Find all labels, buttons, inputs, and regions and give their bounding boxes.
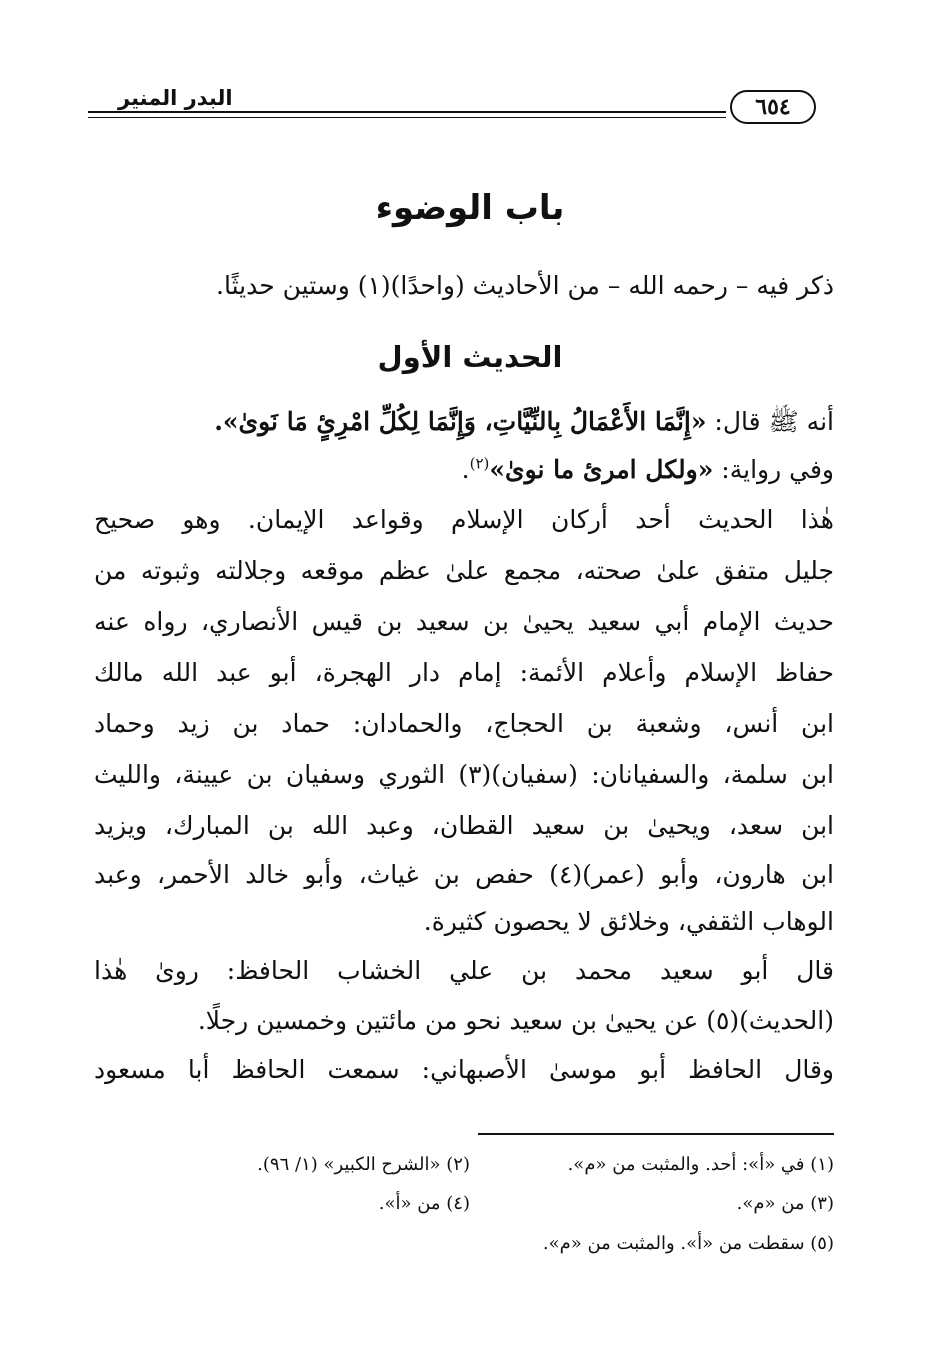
hadith-text: «إِنَّمَا الأَعْمَالُ بِالنِّيَّاتِ، وَإِنَّمَا لِكُلِّ امْرِئٍ مَا نَوىٰ». — [214, 407, 707, 436]
hadith-line — [94, 404, 834, 440]
header-rule — [88, 111, 106, 113]
header-rule — [88, 111, 726, 113]
footnote: (٢) «الشرح الكبير» (١/ ٩٦). — [257, 1154, 470, 1175]
page-number: ٦٥٤ — [730, 90, 816, 124]
body-line: ابن أنس، وشعبة بن الحجاج، والحمادان: حماد بن زيد وحماد — [94, 709, 834, 738]
variant-line — [94, 452, 834, 488]
footnote: (٤) من «أ». — [378, 1193, 470, 1214]
running-title: البدر المنير — [118, 86, 233, 110]
paragraph-line: وقال الحافظ أبو موسىٰ الأصبهاني: سمعت الحافظ أبا مسعود — [94, 1055, 834, 1084]
footnote-ref: (٢) — [469, 454, 490, 473]
footnote: (١) في «أ»: أحد. والمثبت من «م». — [567, 1154, 834, 1175]
body-line: جليل متفق علىٰ صحته، مجمع علىٰ عظم موقعه وجلالته وثبوته من — [94, 556, 834, 585]
body-line: الوهاب الثقفي، وخلائق لا يحصون كثيرة. — [423, 907, 834, 936]
variant-end: . — [461, 455, 470, 484]
body-line: حديث الإمام أبي سعيد يحيىٰ بن سعيد بن قيس الأنصاري، رواه عنه — [94, 607, 834, 636]
header-rule — [88, 117, 726, 118]
footnote: (٥) سقطت من «أ». والمثبت من «م». — [542, 1233, 834, 1254]
body-line: حفاظ الإسلام وأعلام الأئمة: إمام دار الهجرة، أبو عبد الله مالك — [94, 658, 834, 687]
body-line: ابن سعد، ويحيىٰ بن سعيد القطان، وعبد الله بن المبارك، ويزيد — [94, 811, 834, 840]
hadith-heading: الحديث الأول — [377, 340, 563, 374]
hadith-prefix: أنه ﷺ قال: — [706, 407, 834, 436]
paragraph-line: (الحديث)(٥) عن يحيىٰ بن سعيد نحو من مائتين وخمسين رجلًا. — [197, 1006, 834, 1035]
variant-text: «ولكل امرئ ما نوىٰ» — [489, 455, 714, 484]
body-line: ابن سلمة، والسفيانان: (سفيان)(٣) الثوري وسفيان بن عيينة، والليث — [94, 760, 834, 789]
footnote-separator — [478, 1133, 834, 1135]
intro-line: ذكر فيه – رحمه الله – من الأحاديث (واحدًا)(١) وستين حديثًا. — [216, 271, 834, 300]
paragraph-line: قال أبو سعيد محمد بن علي الخشاب الحافظ: روىٰ هٰذا — [94, 956, 834, 985]
footnote: (٣) من «م». — [736, 1193, 834, 1214]
header-rule — [88, 117, 106, 118]
running-header — [88, 84, 836, 128]
body-line: هٰذا الحديث أحد أركان الإسلام وقواعد الإيمان. وهو صحيح — [94, 505, 834, 534]
chapter-title: باب الوضوء — [375, 188, 565, 228]
body-line: ابن هارون، وأبو (عمر)(٤) حفص بن غياث، وأبو خالد الأحمر، وعبد — [94, 860, 834, 889]
variant-prefix: وفي رواية: — [713, 455, 834, 484]
